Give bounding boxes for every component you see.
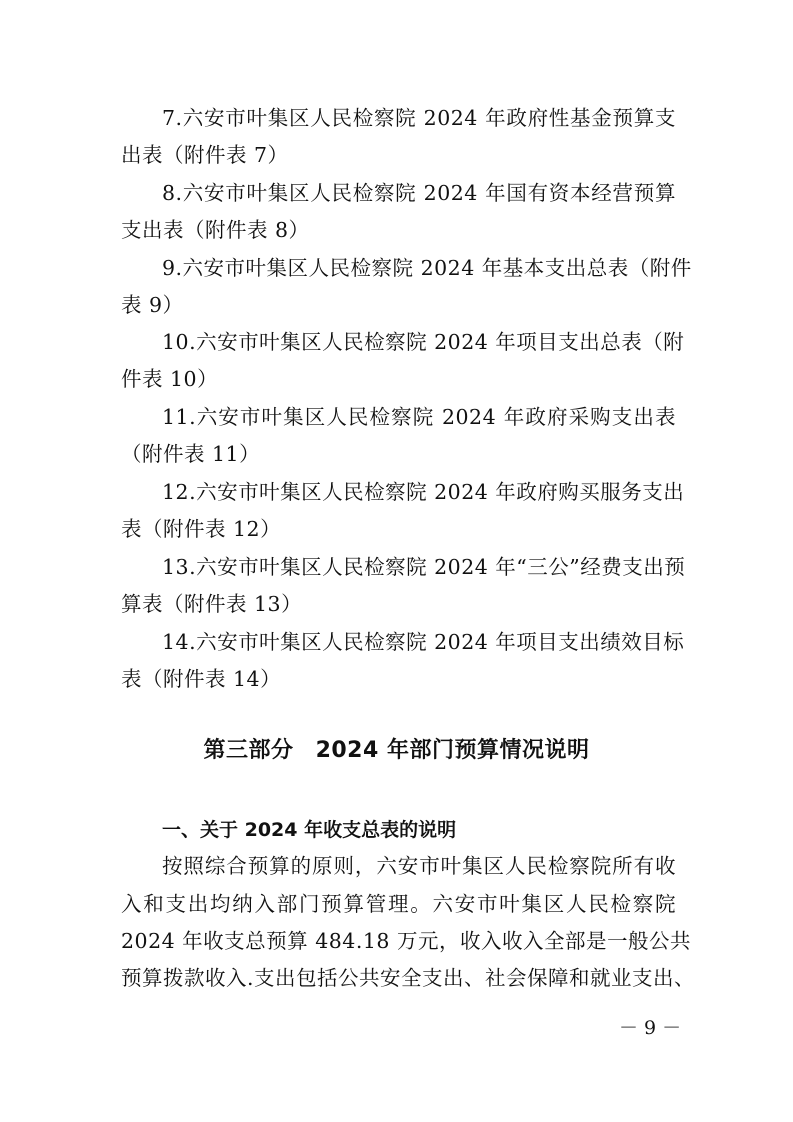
paragraph-line-2: 入和支出均纳入部门预算管理。六安市叶集区人民检察院 (121, 892, 676, 916)
list-item-13-line-1: 13.六安市叶集区人民检察院 2024 年“三公”经费支出预 (162, 555, 686, 579)
list-item-8-line-2: 支出表（附件表 8） (121, 218, 310, 242)
list-item-9-line-1: 9.六安市叶集区人民检察院 2024 年基本支出总表（附件 (162, 256, 692, 280)
list-item-7-line-2: 出表（附件表 7） (121, 143, 289, 167)
paragraph-line-3: 2024 年收支总预算 484.18 万元，收入收入全部是一般公共 (121, 929, 691, 953)
paragraph-line-4: 预算拨款收入.支出包括公共安全支出、社会保障和就业支出、 (121, 966, 696, 990)
section-part-label: 第三部分 (203, 738, 294, 763)
list-item-12-line-1: 12.六安市叶集区人民检察院 2024 年政府购买服务支出 (162, 480, 685, 504)
page-number: － 9 － (619, 1017, 682, 1039)
list-item-13-line-2: 算表（附件表 13） (121, 592, 303, 616)
subsection-heading: 一、关于 2024 年收支总表的说明 (162, 819, 457, 841)
list-item-9-line-2: 表 9） (121, 293, 184, 317)
section-heading (0, 734, 793, 768)
list-item-14-line-2: 表（附件表 14） (121, 667, 282, 691)
paragraph-line-1: 按照综合预算的原则，六安市叶集区人民检察院所有收 (162, 854, 676, 878)
list-item-8-line-1: 8.六安市叶集区人民检察院 2024 年国有资本经营预算 (162, 181, 676, 205)
list-item-7-line-1: 7.六安市叶集区人民检察院 2024 年政府性基金预算支 (162, 106, 676, 130)
section-title: 2024 年部门预算情况说明 (315, 738, 590, 763)
list-item-11-line-1: 11.六安市叶集区人民检察院 2024 年政府采购支出表 (162, 405, 676, 429)
list-item-11-line-2: （附件表 11） (121, 442, 261, 466)
list-item-14-line-1: 14.六安市叶集区人民检察院 2024 年项目支出绩效目标 (162, 630, 685, 654)
list-item-10-line-2: 件表 10） (121, 367, 219, 391)
list-item-10-line-1: 10.六安市叶集区人民检察院 2024 年项目支出总表（附 (162, 330, 685, 354)
list-item-12-line-2: 表（附件表 12） (121, 517, 282, 541)
